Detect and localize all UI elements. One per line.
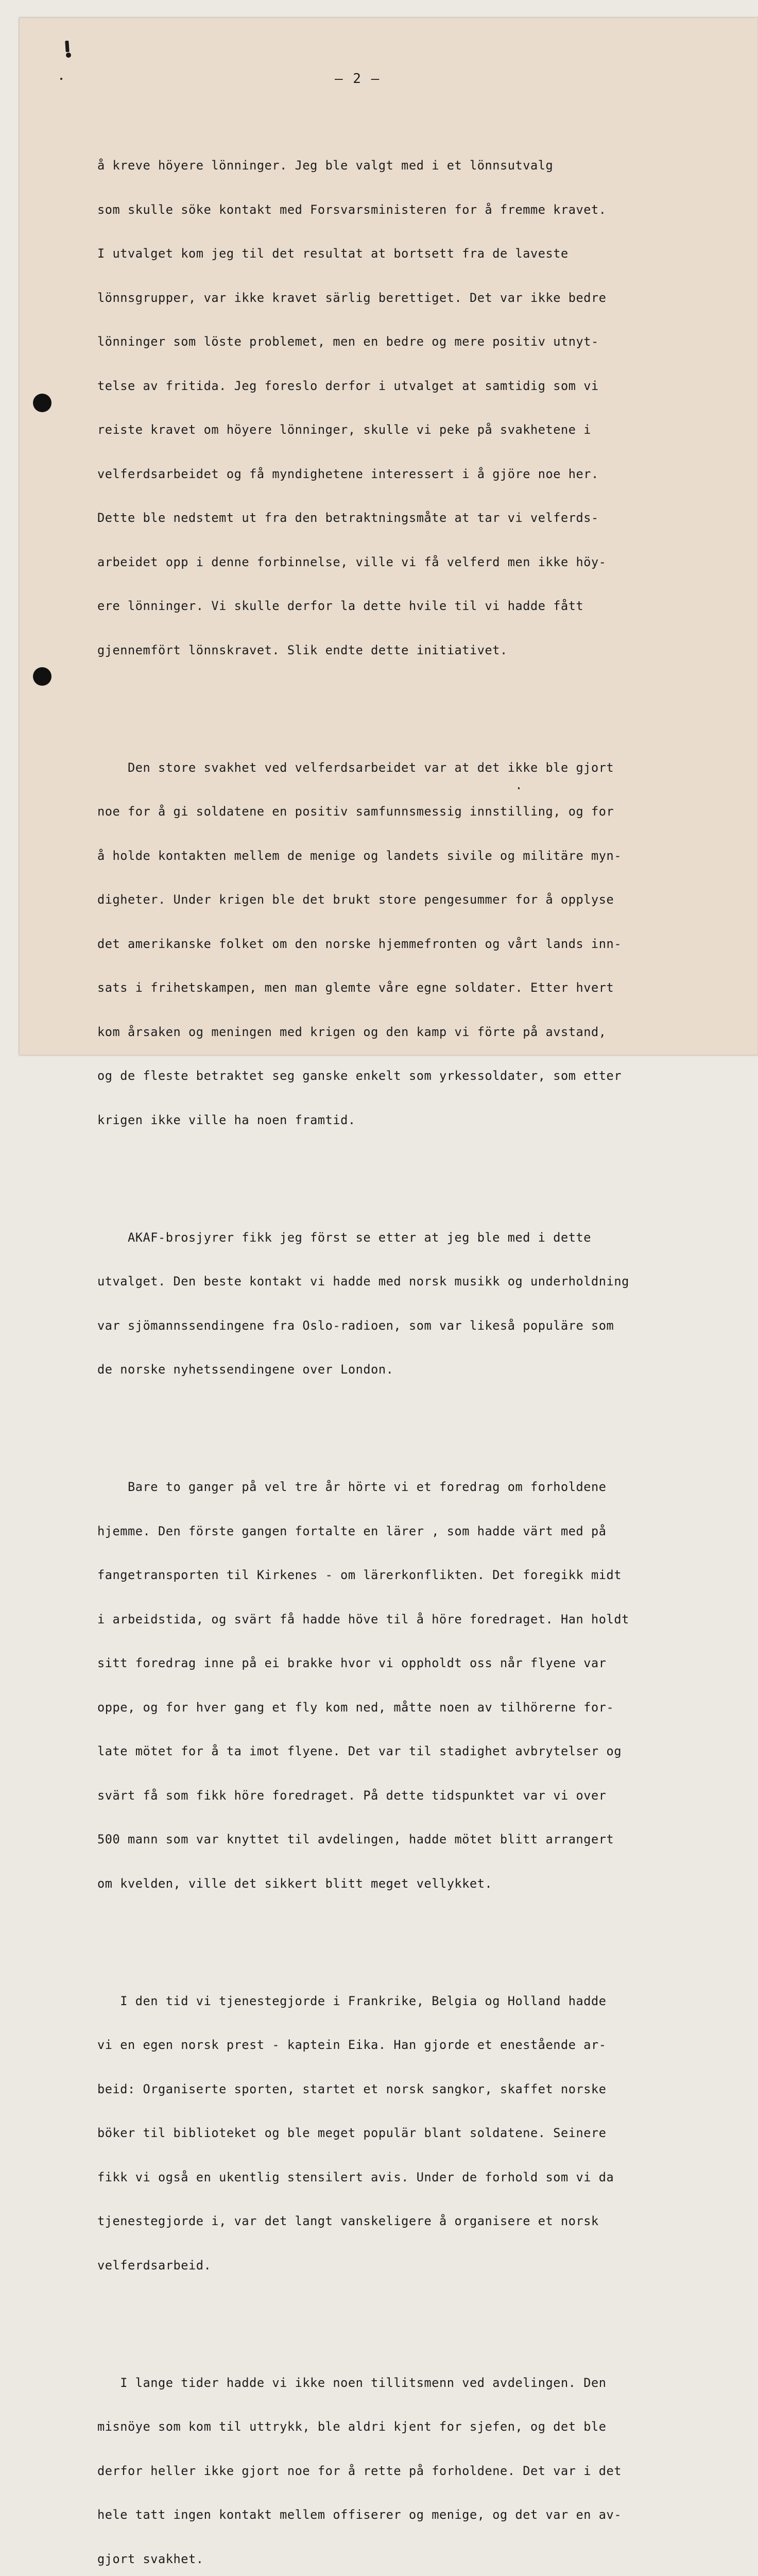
text-line: om kvelden, ville det sikkert blitt meget vellykket. bbox=[97, 1876, 736, 1891]
text-line: gjennemfört lönnskravet. Slik endte dette initiativet. bbox=[97, 643, 736, 658]
text-line: å holde kontakten mellem de menige og landets sivile og militäre myn- bbox=[97, 849, 736, 863]
text-line: det amerikanske folket om den norske hjemmefronten og vårt lands inn- bbox=[97, 937, 736, 952]
ink-mark bbox=[65, 41, 70, 52]
text-line: sats i frihetskampen, men man glemte våre egne soldater. Etter hvert bbox=[97, 980, 736, 995]
text-line: tjenestegjorde i, var det langt vanskeligere å organisere et norsk bbox=[97, 2214, 736, 2229]
text-line: AKAF-brosjyrer fikk jeg först se etter at jeg ble med i dette bbox=[97, 1230, 736, 1245]
text-line: fikk vi også en ukentlig stensilert avis. Under de forhold som vi da bbox=[97, 2170, 736, 2185]
text-line: de norske nyhetssendingene over London. bbox=[97, 1362, 736, 1377]
text-line: reiste kravet om höyere lönninger, skulle vi peke på svakhetene i bbox=[97, 422, 736, 437]
text-line: böker til biblioteket og ble meget populär blant soldatene. Seinere bbox=[97, 2126, 736, 2141]
text-line: derfor heller ikke gjort noe for å rette på forholdene. Det var i det bbox=[97, 2464, 736, 2479]
text-line: og de fleste betraktet seg ganske enkelt som yrkessoldater, som etter bbox=[97, 1069, 736, 1083]
text-line: var sjömannssendingene fra Oslo-radioen, som var likeså populäre som bbox=[97, 1318, 736, 1333]
ink-dot bbox=[66, 53, 71, 58]
document-body bbox=[97, 99, 736, 2576]
ink-dot bbox=[60, 78, 62, 80]
text-line: beid: Organiserte sporten, startet et norsk sangkor, skaffet norske bbox=[97, 2082, 736, 2097]
text-line: ere lönninger. Vi skulle derfor la dette hvile til vi hadde fått bbox=[97, 599, 736, 614]
text-line: misnöye som kom til uttrykk, ble aldri kjent for sjefen, og det ble bbox=[97, 2419, 736, 2434]
page-number: – 2 – bbox=[335, 71, 380, 87]
text-line: utvalget. Den beste kontakt vi hadde med norsk musikk og underholdning bbox=[97, 1274, 736, 1289]
text-line: gjort svakhet. bbox=[97, 2552, 736, 2567]
text-line: hjemme. Den förste gangen fortalte en lärer , som hadde värt med på bbox=[97, 1524, 736, 1539]
text-line: I den tid vi tjenestegjorde i Frankrike, Belgia og Holland hadde bbox=[97, 1994, 736, 2009]
text-line: telse av fritida. Jeg foreslo derfor i utvalget at samtidig som vi bbox=[97, 379, 736, 394]
text-line: Den store svakhet ved velferdsarbeidet var at det ikke ble gjort bbox=[97, 760, 736, 775]
text-line: oppe, og for hver gang et fly kom ned, måtte noen av tilhörerne for- bbox=[97, 1700, 736, 1715]
text-line: sitt foredrag inne på ei brakke hvor vi oppholdt oss når flyene var bbox=[97, 1656, 736, 1671]
text-line: krigen ikke ville ha noen framtid. bbox=[97, 1113, 736, 1128]
paragraph-5 bbox=[97, 1964, 736, 2302]
text-line: velferdsarbeid. bbox=[97, 2258, 736, 2273]
punch-hole-icon bbox=[33, 394, 51, 412]
paragraph-1 bbox=[97, 129, 736, 687]
text-line: arbeidet opp i denne forbinnelse, ville vi få velferd men ikke höy- bbox=[97, 555, 736, 570]
paragraph-3 bbox=[97, 1201, 736, 1406]
text-line: som skulle söke kontakt med Forsvarsministeren for å fremme kravet. bbox=[97, 202, 736, 217]
text-line: 500 mann som var knyttet til avdelingen, hadde mötet blitt arrangert bbox=[97, 1832, 736, 1847]
text-line: late mötet for å ta imot flyene. Det var til stadighet avbrytelser og bbox=[97, 1744, 736, 1759]
text-line: fangetransporten til Kirkenes - om lärerkonflikten. Det foregikk midt bbox=[97, 1568, 736, 1583]
text-line: lönninger som löste problemet, men en bedre og mere positiv utnyt- bbox=[97, 334, 736, 349]
paragraph-4 bbox=[97, 1450, 736, 1920]
text-line: svärt få som fikk höre foredraget. På dette tidspunktet var vi over bbox=[97, 1788, 736, 1803]
punch-hole-icon bbox=[33, 667, 51, 686]
text-line: Dette ble nedstemt ut fra den betraktningsmåte at tar vi velferds- bbox=[97, 511, 736, 526]
text-line: hele tatt ingen kontakt mellem offiserer og menige, og det var en av- bbox=[97, 2507, 736, 2522]
text-line: vi en egen norsk prest - kaptein Eika. Han gjorde et enestående ar- bbox=[97, 2038, 736, 2053]
text-line: Bare to ganger på vel tre år hörte vi et foredrag om forholdene bbox=[97, 1480, 736, 1495]
text-line: lönnsgrupper, var ikke kravet särlig berettiget. Det var ikke bedre bbox=[97, 291, 736, 306]
text-line: å kreve höyere lönninger. Jeg ble valgt med i et lönnsutvalg bbox=[97, 158, 736, 173]
text-line: I lange tider hadde vi ikke noen tillitsmenn ved avdelingen. Den bbox=[97, 2376, 736, 2391]
text-line: velferdsarbeidet og få myndighetene interessert i å gjöre noe her. bbox=[97, 467, 736, 482]
text-line: i arbeidstida, og svärt få hadde höve til å höre foredraget. Han holdt bbox=[97, 1612, 736, 1627]
text-line: noe for å gi soldatene en positiv samfunnsmessig innstilling, og for bbox=[97, 804, 736, 819]
text-line: kom årsaken og meningen med krigen og den kamp vi förte på avstand, bbox=[97, 1025, 736, 1040]
text-line: I utvalget kom jeg til det resultat at bortsett fra de laveste bbox=[97, 246, 736, 261]
paragraph-2 bbox=[97, 731, 736, 1157]
text-line: digheter. Under krigen ble det brukt store pengesummer for å opplyse bbox=[97, 892, 736, 907]
paragraph-6 bbox=[97, 2346, 736, 2576]
